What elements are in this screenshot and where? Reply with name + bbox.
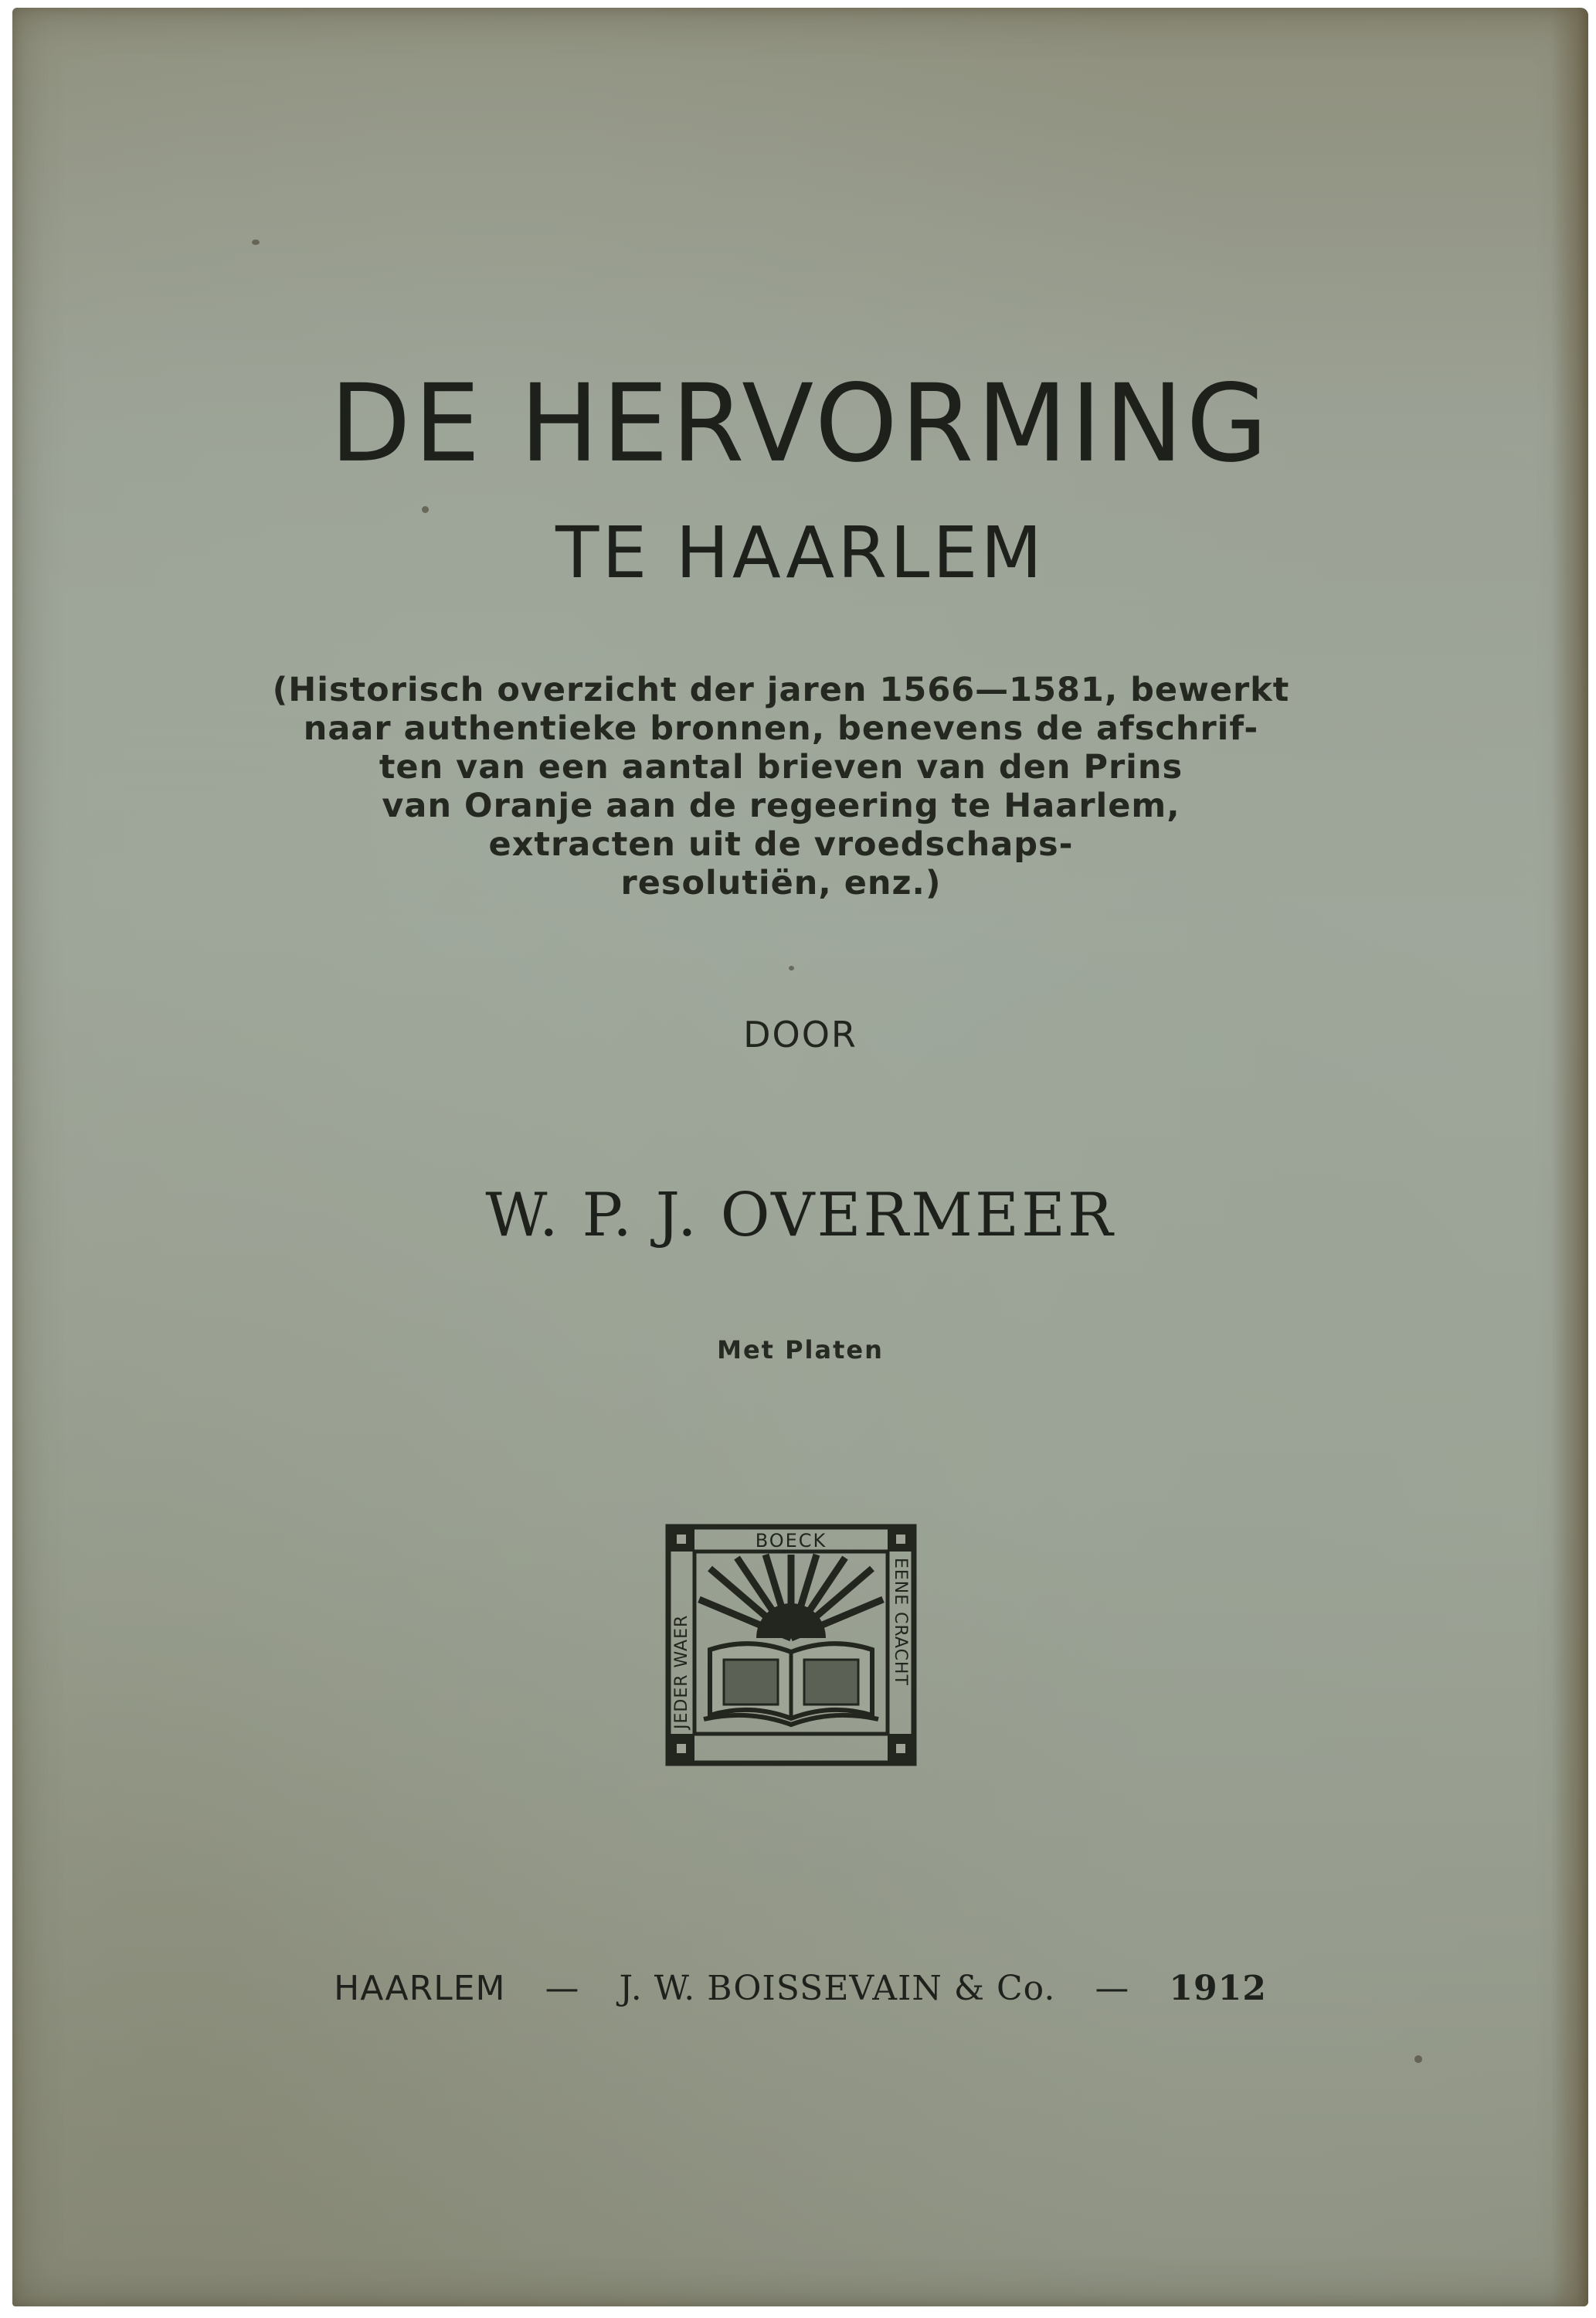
paper-spot [252,240,260,245]
description-line: naar authentieke bronnen, benevens de afschrif- [303,709,1259,748]
imprint-separator: — [1095,1969,1130,2008]
imprint-place: HAARLEM [334,1969,506,2008]
by-label: DOOR [743,1014,857,1055]
publisher-emblem [664,1522,919,1768]
paper-spot [422,506,429,513]
paper-spot [789,966,794,970]
imprint-publisher: J. W. BOISSEVAIN & Co. [619,1969,1056,2008]
title-line-2: TE HAARLEM [555,512,1045,594]
description-line: resolutiën, enz.) [620,864,942,902]
description [267,671,1295,902]
title-line-1: DE HERVORMING [330,362,1271,487]
description-line: (Historisch overzicht der jaren 1566—1581, bewerkt [272,671,1290,709]
author-name: W. P. J. OVERMEER [485,1181,1116,1250]
imprint-year: 1912 [1169,1969,1267,2008]
description-line: ten van een aantal brieven van den Prins [379,748,1183,787]
paper-spot [1414,2055,1422,2063]
imprint [12,1969,1588,2008]
emblem-right-text: EENE CRACHT [891,1558,910,1686]
emblem-left-text: JEDER WAER [672,1614,691,1729]
imprint-separator: — [545,1969,580,2008]
plates-note: Met Platen [717,1335,884,1365]
emblem-top-text: BOECK [755,1530,827,1552]
book-cover [12,8,1588,2306]
open-book-rising-sun-icon [668,1527,914,1763]
description-line: extracten uit de vroedschaps- [488,825,1074,864]
description-line: van Oranje aan de regeering te Haarlem, [382,787,1180,825]
